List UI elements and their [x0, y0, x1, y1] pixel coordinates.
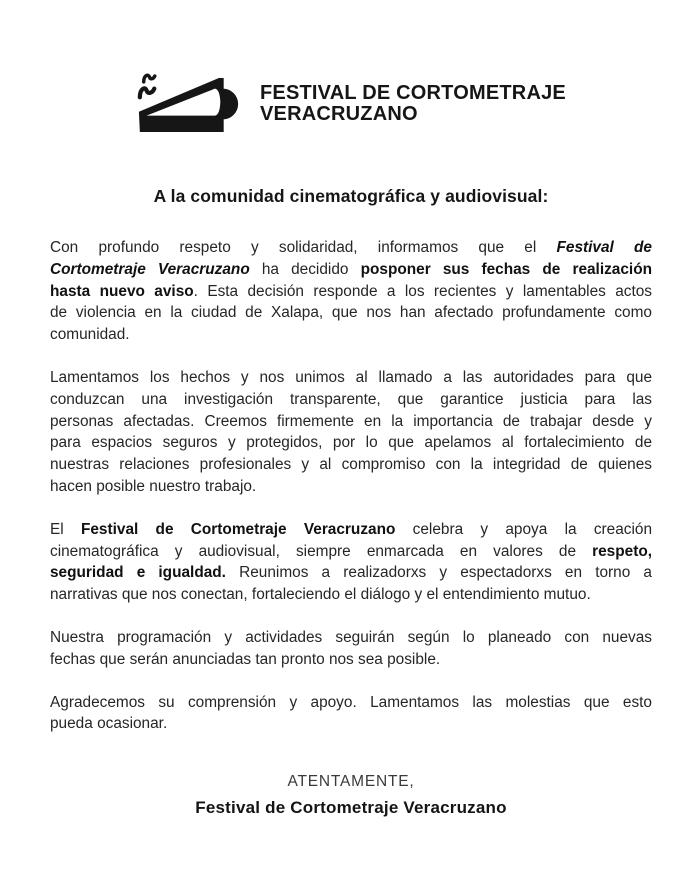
text-run: para espacios seguros y protegidos, por lo que apelamos al fortalecimiento de	[50, 434, 652, 452]
paragraph-values	[50, 519, 652, 606]
text-run: . Esta decisión responde a los recientes y lamentables actos	[193, 282, 652, 300]
emphasis-run: Festival de	[556, 239, 652, 256]
text-line	[50, 281, 652, 303]
emphasis-run: hasta nuevo aviso	[50, 282, 194, 300]
letter-salutation: A la comunidad cinematográfica y audiovisual:	[153, 186, 549, 206]
steam-waves-icon	[140, 75, 155, 97]
text-line	[50, 411, 652, 433]
text-run: de violencia en la ciudad de Xalapa, que nos han afectado profundamente como	[50, 304, 652, 322]
text-run: Reunimos a realizadorxs y espectadorxs en torno a	[225, 564, 652, 582]
text-line	[50, 627, 652, 649]
brand-line-2: VERACRUZANO	[260, 103, 418, 125]
text-run: pueda ocasionar.	[50, 715, 168, 733]
signature-block	[50, 773, 652, 818]
text-line	[50, 367, 652, 389]
paragraph-apology	[50, 692, 652, 736]
film-projector-icon	[136, 69, 242, 139]
brand-line-1: FESTIVAL DE CORTOMETRAJE	[260, 82, 566, 104]
text-run: cinematográfica y audiovisual, siempre enmarcada en valores de	[50, 542, 593, 560]
signature-closing: ATENTAMENTE,	[287, 773, 415, 791]
text-line	[50, 476, 652, 498]
brand-header	[50, 72, 652, 136]
text-line	[50, 324, 652, 346]
paragraph-postponement	[50, 237, 652, 346]
text-run: Lamentamos los hechos y nos unimos al llamado a las autoridades para que	[50, 368, 652, 386]
text-run: comunidad.	[50, 326, 130, 344]
text-run: Nuestra programación y actividades seguirán según lo planeado con nuevas	[50, 628, 652, 646]
text-run: Con profundo respeto y solidaridad, informamos que el	[50, 239, 557, 256]
text-line	[50, 713, 652, 735]
text-line	[50, 259, 652, 281]
text-run: celebra y apoya la creación	[395, 520, 653, 538]
text-line	[50, 541, 652, 563]
text-line	[50, 454, 652, 476]
text-line	[50, 389, 652, 411]
text-run: hacen posible nuestro trabajo.	[50, 477, 257, 495]
text-run: personas afectadas. Creemos firmemente en la importancia de trabajar desde y	[50, 412, 652, 430]
projector-beam-shape	[147, 89, 221, 116]
text-run: Agradecemos su comprensión y apoyo. Lamentamos las molestias que esto	[50, 693, 652, 711]
text-line	[50, 519, 652, 541]
letter-body	[50, 237, 652, 735]
brand-wordmark	[260, 83, 566, 125]
text-run: nuestras relaciones profesionales y al compromiso con la integridad de quienes	[50, 456, 652, 474]
text-line	[50, 302, 652, 324]
text-run: conduzcan una investigación transparente, que garantice justicia para las	[50, 390, 652, 408]
text-line	[50, 692, 652, 714]
text-run: narrativas que nos conectan, fortaleciendo el diálogo y el entendimiento mutuo.	[50, 586, 591, 604]
emphasis-run: seguridad e igualdad.	[50, 564, 226, 582]
text-run: ha decidido	[249, 260, 361, 278]
signature-name: Festival de Cortometraje Veracruzano	[195, 798, 507, 818]
emphasis-run: Festival de Cortometraje Veracruzano	[80, 520, 396, 538]
emphasis-run: Cortometraje Veracruzano	[50, 260, 250, 278]
text-line	[50, 432, 652, 454]
emphasis-run: respeto,	[592, 542, 652, 560]
emphasis-run: posponer sus fechas de realización	[360, 260, 653, 278]
text-line	[50, 584, 652, 606]
text-line	[50, 562, 652, 584]
paragraph-programming	[50, 627, 652, 671]
text-run: fechas que serán anunciadas tan pronto nos sea posible.	[50, 650, 441, 668]
paragraph-solidarity	[50, 367, 652, 498]
text-line	[50, 237, 652, 259]
text-run: El	[50, 520, 81, 538]
text-line	[50, 649, 652, 671]
